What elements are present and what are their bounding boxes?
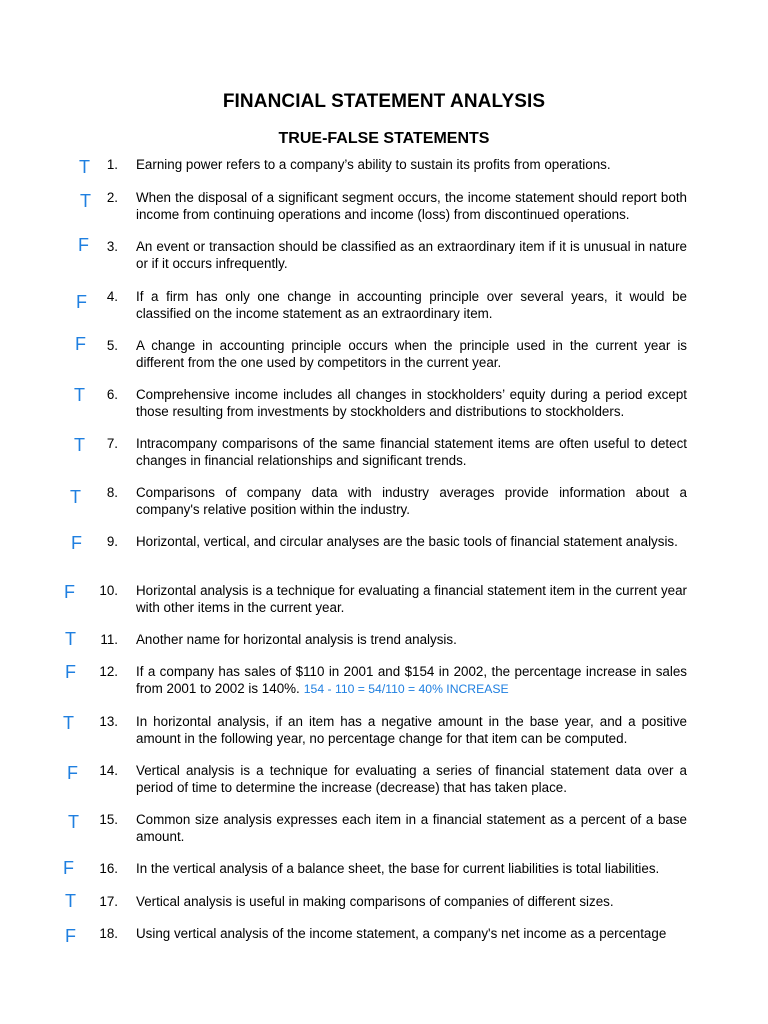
question-text: An event or transaction should be classified as an extraordinary item if it is unusual in nature or if it occurs infrequently. [136,239,687,271]
question-text: Horizontal analysis is a technique for evaluating a financial statement item in the current year with other items in the current year. [136,583,687,615]
question-text-body: If a company has sales of $110 in 2001 and $154 in 2002, the percentage increase in sales from 2001 to 2002 is 140%. [136,664,687,696]
answer-mark: T [63,713,74,733]
question-text: In the vertical analysis of a balance sheet, the base for current liabilities is total liabilities. [136,861,660,876]
question-text: Using vertical analysis of the income statement, a company's net income as a percentage [136,926,667,941]
answer-mark: F [71,533,82,553]
answer-mark: T [74,385,85,405]
question-text: When the disposal of a significant segment occurs, the income statement should report both income from continuing operations and income (loss) from discontinued operations. [136,190,687,222]
answer-mark: F [75,334,86,354]
question-number: 16. [99,861,118,876]
answer-mark: F [76,292,87,312]
answer-mark: F [67,763,78,783]
question-number: 12. [99,664,118,679]
handwritten-note: 154 - 110 = 54/110 = 40% INCREASE [303,681,509,696]
question-text: Another name for horizontal analysis is trend analysis. [136,632,457,647]
answer-mark: T [65,891,76,911]
answer-mark: F [65,662,76,682]
question-number: 5. [106,338,118,353]
question-number: 11. [100,632,118,647]
question-number: 3. [106,239,118,254]
question-number: 2. [106,190,118,205]
question-text: Comparisons of company data with industry averages provide information about a company's relative position within the industry. [136,485,687,517]
question-text: Common size analysis expresses each item in a financial statement as a percent of a base amount. [136,812,687,844]
question-text: A change in accounting principle occurs when the principle used in the current year is different from the one used by competitors in the current year. [136,338,687,370]
question-number: 18. [99,926,118,941]
question-number: 10. [99,583,118,598]
answer-mark: T [74,435,85,455]
question-text [136,664,687,697]
question-number: 13. [99,714,118,729]
question-text: If a firm has only one change in accounting principle over several years, it would be classified on the income statement as an extraordinary item. [136,289,687,321]
question-text: Vertical analysis is useful in making comparisons of companies of different sizes. [136,894,614,909]
question-text: Horizontal, vertical, and circular analyses are the basic tools of financial statement analysis. [136,534,678,549]
answer-mark: T [65,629,76,649]
question-text: Vertical analysis is a technique for evaluating a series of financial statement data over a period of time to determine the increase (decrease) that has taken place. [136,763,687,795]
section-heading: TRUE-FALSE STATEMENTS [278,130,490,147]
answer-mark: T [68,812,79,832]
document-title: FINANCIAL STATEMENT ANALYSIS [222,91,546,112]
answer-mark: F [65,926,76,946]
question-text: Intracompany comparisons of the same financial statement items are often useful to detect changes in financial relationships and significant trends. [136,436,687,468]
answer-mark: F [64,582,75,602]
question-number: 7. [106,436,118,451]
question-number: 6. [106,387,118,402]
question-text: Comprehensive income includes all changes in stockholders’ equity during a period except those resulting from investments by stockholders and distributions to stockholders. [136,387,687,419]
question-number: 14. [99,763,118,778]
answer-mark: T [80,191,91,211]
question-text: In horizontal analysis, if an item has a negative amount in the base year, and a positive amount in the following year, no percentage change for that item can be computed. [136,714,687,746]
answer-mark: F [63,858,74,878]
question-number: 9. [106,534,118,549]
answer-mark: F [78,235,89,255]
question-number: 8. [106,485,118,500]
answer-mark: T [79,157,90,177]
question-number: 1. [106,157,118,172]
question-number: 17. [99,894,118,909]
answer-mark: T [70,487,81,507]
question-number: 4. [106,289,118,304]
question-text: Earning power refers to a company’s ability to sustain its profits from operations. [136,157,611,172]
question-number: 15. [99,812,118,827]
